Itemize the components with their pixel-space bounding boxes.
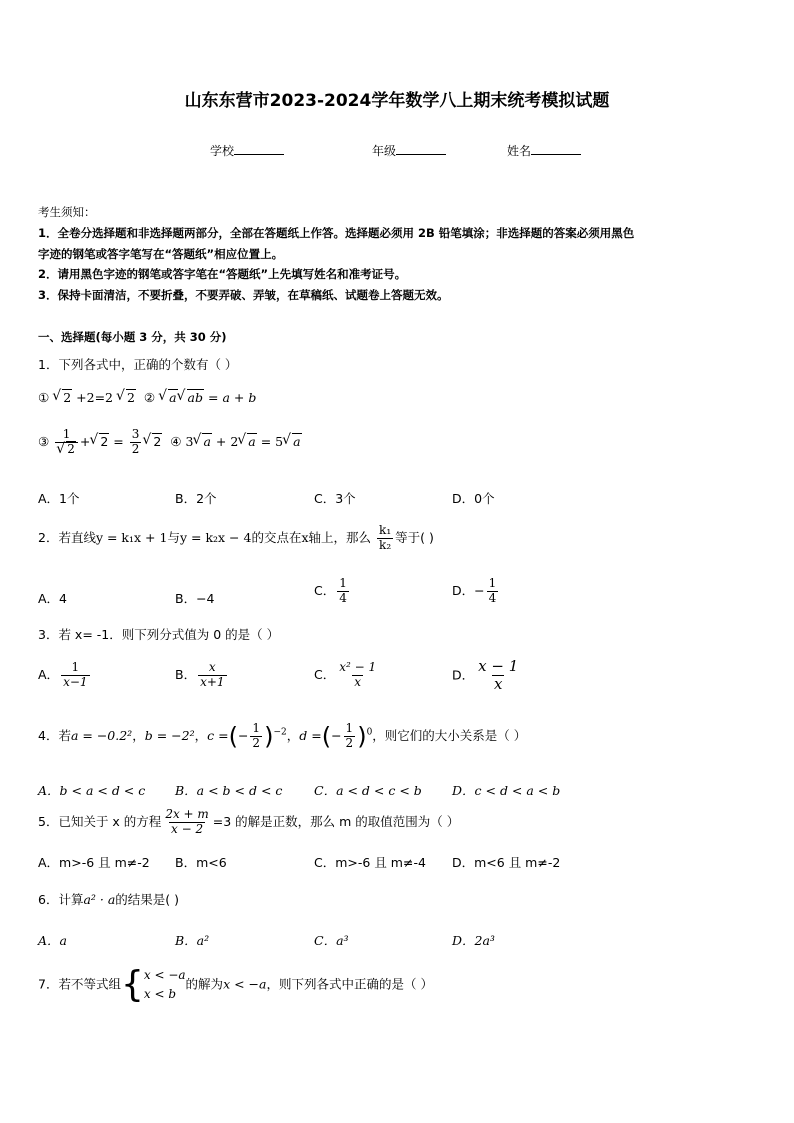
notice-line-1b: 字迹的钢笔或答字笔写在“答题纸”相应位置上。 <box>38 247 284 261</box>
q7-stem-b: 的解为 <box>185 976 224 992</box>
q2-stem <box>38 524 434 553</box>
q2-c-label: C． <box>314 582 336 598</box>
fraction: $\frac{1}{4}$ <box>339 576 347 605</box>
q6-stem-a: 6．计算 <box>38 892 84 907</box>
equals-five: = 5 <box>260 433 284 449</box>
q6-expr: a² · a <box>83 892 116 907</box>
q1-choice4-label: ④ <box>170 433 182 449</box>
page-title: 山东东营市2023-2024学年数学八上期末统考模拟试题 <box>184 91 610 111</box>
q4-b-expr: b = −2² <box>144 727 195 743</box>
q4-stem-b: ，则它们的大小关系是（ ） <box>372 727 527 743</box>
q2-option-c[interactable] <box>314 577 351 606</box>
q1-option-a[interactable]: A．1个 <box>38 491 80 506</box>
q1-options-row1 <box>38 390 256 405</box>
fraction: $\frac{1}{2}$ <box>345 721 354 750</box>
left-paren-icon: ( <box>228 722 238 751</box>
left-brace-icon: { <box>120 964 144 1006</box>
q4-option-c[interactable]: C．a < d < c < b <box>314 783 422 798</box>
q2-with: 与 <box>167 529 180 545</box>
q3-c-label: C． <box>314 666 336 682</box>
notice-heading: 考生须知： <box>38 205 96 219</box>
sqrt-icon: √ a <box>238 434 256 449</box>
q2-stem-a: 2．若直线 <box>38 529 96 545</box>
sqrt-icon: √ 2 <box>143 434 162 449</box>
q4-a-expr: a = −0.2² <box>70 727 133 743</box>
q7-ineq2: x < b <box>143 987 177 1002</box>
q2-option-a[interactable]: A．4 <box>38 591 68 606</box>
fraction: $\frac{3}{2}$ <box>131 427 140 456</box>
q4-d-lhs: d = <box>299 727 322 743</box>
q4-option-b[interactable]: B．a < b < d < c <box>175 783 283 798</box>
sqrt-icon: √ ab <box>178 390 204 405</box>
q1-stem: 1．下列各式中，正确的个数有（ ） <box>38 357 238 372</box>
q2-line2: y = k₂x − 4 <box>179 529 252 545</box>
sqrt-icon: √ 2 <box>90 434 109 449</box>
fraction: $\frac{\text{x² − 1}}{x}$ <box>339 660 377 689</box>
plus-two: + 2 <box>215 433 239 449</box>
q7-stem-a: 7．若不等式组 <box>38 976 121 992</box>
sqrt-icon: √ a <box>193 434 211 449</box>
right-paren-icon: ) <box>357 722 367 751</box>
q6-option-c[interactable]: C．a³ <box>314 933 349 948</box>
q2-line1: y = k₁x + 1 <box>95 529 168 545</box>
q6-option-a[interactable]: A．a <box>38 933 67 948</box>
q4-c-lhs: c = <box>207 727 229 743</box>
grade-label: 年级 <box>372 144 397 158</box>
q2-d-label: D．− <box>452 582 485 598</box>
q5-stem-b: =3 的解是正数，那么 m 的取值范围为（ ） <box>212 813 460 829</box>
school-blank[interactable] <box>234 142 284 155</box>
q1-options-row2 <box>38 428 302 457</box>
q2-stem-d: 等于( ) <box>395 529 434 545</box>
coef: 3 <box>185 433 194 449</box>
notice-line-2: 2．请用黑色字迹的钢笔或答字笔在“答题纸”上先填写姓名和准考证号。 <box>38 267 407 281</box>
q3-option-a[interactable] <box>38 661 92 690</box>
q4-d-exp: 0 <box>366 727 373 738</box>
q1-choice2-label: ② <box>143 390 156 405</box>
inequality-system <box>144 966 186 1004</box>
q5-option-b[interactable]: B．m<6 <box>175 855 227 870</box>
fraction: $\frac{2x + m}{x - 2}$ <box>165 807 209 836</box>
q2-stem-b: 的交点在 <box>251 529 302 545</box>
sqrt-icon: √ a <box>283 434 301 449</box>
q5-stem <box>38 808 459 837</box>
name-label: 姓名 <box>507 144 532 158</box>
fraction: $\frac{x - 1}{x}$ <box>478 657 519 694</box>
q3-a-label: A． <box>38 666 60 682</box>
q4-c-exp: −2 <box>273 727 287 738</box>
q6-stem <box>38 890 179 908</box>
q4-stem-a: 4．若 <box>38 727 71 743</box>
q6-option-d[interactable]: D．2a³ <box>452 933 495 948</box>
q5-option-d[interactable]: D．m<6 且 m≠-2 <box>452 855 561 870</box>
sqrt-icon: √ a <box>159 390 177 405</box>
q5-option-c[interactable]: C．m>-6 且 m≠-4 <box>314 855 426 870</box>
q2-stem-c: 轴上，那么 <box>308 529 372 545</box>
grade-field[interactable] <box>372 142 446 159</box>
q3-option-d[interactable] <box>452 658 522 694</box>
equals: = <box>113 433 124 449</box>
q1-c2-rhs: = a + b <box>208 390 257 405</box>
q1-choice1-label: ① <box>38 390 50 405</box>
sqrt-icon: √ 2 <box>53 390 72 405</box>
school-field[interactable] <box>210 142 284 159</box>
q1-option-b[interactable]: B．2个 <box>175 491 217 506</box>
plus: + <box>79 433 91 449</box>
q5-option-a[interactable]: A．m>-6 且 m≠-2 <box>38 855 150 870</box>
fraction: 1 √ 2 <box>55 428 78 457</box>
sqrt-icon: √ 2 <box>57 443 76 457</box>
q3-option-c[interactable] <box>314 661 380 690</box>
fraction: $\frac{1}{2}$ <box>252 721 261 750</box>
sqrt-icon: √ 2 <box>117 390 136 405</box>
q3-d-label: D． <box>452 667 475 683</box>
fraction: $\frac{1}{x-1}$ <box>63 660 88 689</box>
notice-line-3: 3．保持卡面清洁，不要折叠，不要弄破、弄皱，在草稿纸、试题卷上答题无效。 <box>38 288 449 302</box>
fraction: $\frac{1}{4}$ <box>488 576 497 605</box>
notice-line-1a: 1．全卷分选择题和非选择题两部分，全部在答题纸上作答。选择题必须用 2B 铅笔填涂；非选择题的答案必须用黑色 <box>38 226 635 240</box>
q4-option-a[interactable]: A．b < a < d < c <box>38 783 146 798</box>
q4-stem: 4．若a = −0.2²，b = −2²，c =(− $\frac{1}{2}$ )$^{-2}$，d =(− $\frac{1}{2}$ )$^0$，则它们的大小关系是（ ） <box>38 721 527 751</box>
q2-option-b[interactable]: B．−4 <box>175 591 215 606</box>
fraction: $\frac{\text{k₁}}{\text{k₂}}$ <box>379 523 392 552</box>
left-paren-icon: ( <box>321 722 332 751</box>
q6-option-b[interactable]: B．a² <box>175 933 210 948</box>
q2-axis: x <box>301 529 309 545</box>
q5-stem-a: 5．已知关于 x 的方程 <box>38 813 162 829</box>
q3-stem: 3．若 x= -1．则下列分式值为 0 的是（ ） <box>38 627 280 642</box>
q1-choice3-label: ③ <box>38 433 50 449</box>
q7-stem <box>38 966 433 1004</box>
q3-option-b[interactable] <box>175 661 229 690</box>
q7-stem-c: ，则下列各式中正确的是（ ） <box>266 976 433 992</box>
q6-stem-b: 的结果是( ) <box>115 892 180 907</box>
fraction: $\frac{x}{x+1}$ <box>200 660 225 689</box>
section-heading: 一、选择题(每小题 3 分，共 30 分) <box>38 330 227 344</box>
grade-blank[interactable] <box>396 142 446 155</box>
q4-option-d[interactable]: D．c < d < a < b <box>452 783 561 798</box>
q1-option-d[interactable]: D．0个 <box>452 491 495 506</box>
q7-sol: x < −a <box>223 976 267 992</box>
q1-c1-mid: +2=2 <box>76 390 113 405</box>
q7-ineq1: x < −a <box>143 968 186 982</box>
q1-option-c[interactable]: C．3个 <box>314 491 356 506</box>
school-label: 学校 <box>210 144 235 158</box>
q2-option-d[interactable] <box>452 577 500 606</box>
right-paren-icon: ) <box>264 722 274 751</box>
name-field[interactable] <box>507 142 581 159</box>
name-blank[interactable] <box>531 142 581 155</box>
q3-b-label: B． <box>175 666 197 682</box>
